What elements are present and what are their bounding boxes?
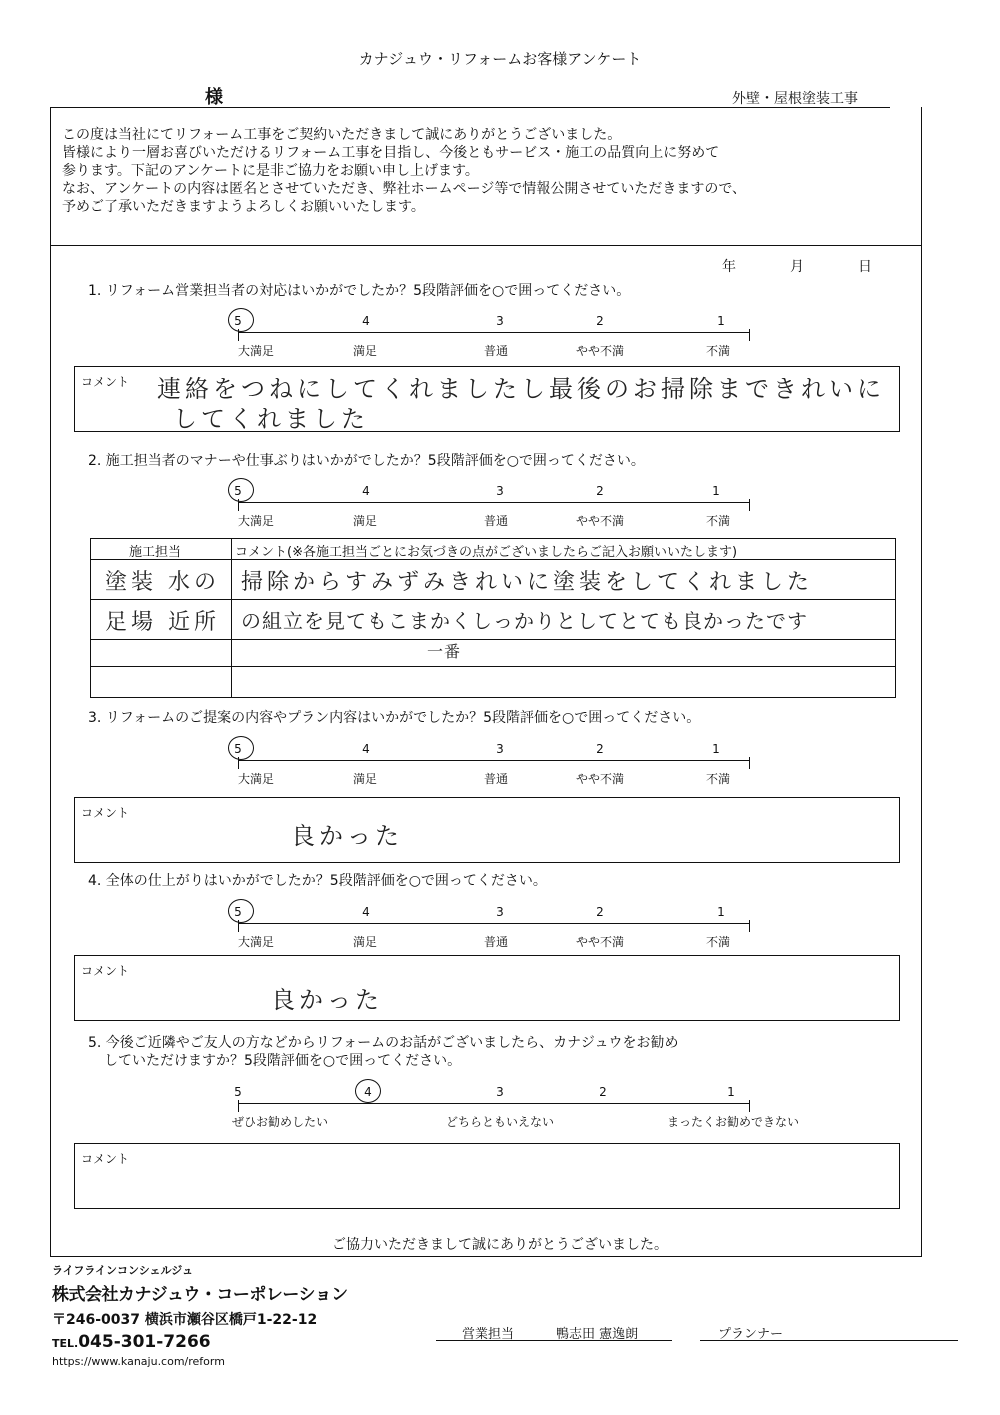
sales-signature-line [436, 1340, 672, 1341]
scale-label: 普通 [483, 772, 509, 786]
rating-scale-3 [234, 742, 750, 787]
scale-number: 3 [496, 905, 504, 919]
scale-label: 大満足 [237, 772, 275, 786]
selected-rating-circle [228, 478, 254, 502]
date-year: 年 [722, 259, 736, 275]
selected-rating-circle [228, 899, 254, 923]
scale-number: 3 [496, 1085, 504, 1099]
table-row-comment: の組立を見てもこまかくしっかりとしてとても良かったです [241, 609, 808, 633]
question-5: 5. 今後ご近隣やご友人の方などからリフォームのお話がございましたら、カナジュウをお勧め [88, 1035, 679, 1051]
company-tagline: ライフラインコンシェルジュ [52, 1264, 194, 1277]
tel-label: TEL. [52, 1337, 79, 1350]
rating-scale-1 [234, 314, 750, 359]
rating-scale-2 [234, 484, 750, 529]
scale-label: 不満 [705, 935, 731, 949]
handwritten-comment: 良かった [271, 986, 383, 1014]
question-5-cont: していただけますか？5段階評価を○で囲ってください。 [104, 1053, 462, 1069]
question-3: 3. リフォームのご提案の内容やプラン内容はいかがでしたか？5段階評価を○で囲ってください。 [88, 710, 701, 726]
table-row-staff: 足場 近所 [105, 610, 220, 635]
comment-box-1[interactable] [74, 366, 900, 432]
scale-label: 普通 [483, 514, 509, 528]
scale-number: 5 [234, 484, 242, 498]
scale-label: 普通 [483, 935, 509, 949]
scale-number: 2 [599, 1085, 607, 1099]
planner-signature-line [700, 1340, 958, 1341]
table-row-note: 一番 [427, 642, 462, 661]
tel-number[interactable]: 045-301-7266 [78, 1332, 211, 1352]
company-url[interactable]: https://www.kanaju.com/reform [52, 1355, 225, 1368]
customer-honorific: 様 [205, 87, 223, 108]
date-month: 月 [790, 259, 804, 275]
intro-line: この度は当社にてリフォーム工事をご契約いただきまして誠にありがとうございました。 [62, 127, 622, 143]
work-type: 外壁・屋根塗装工事 [732, 91, 858, 107]
sales-staff-label: 営業担当 [462, 1327, 515, 1342]
scale-label: 大満足 [237, 514, 275, 528]
table-row-comment: 掃除からすみずみきれいに塗装をしてくれました [241, 570, 814, 595]
scale-label: ぜひお勧めしたい [231, 1115, 329, 1129]
comment-label: コメント [81, 806, 130, 820]
scale-label: やや不満 [575, 772, 625, 786]
scale-number: 4 [362, 742, 370, 756]
company-phone [52, 1332, 348, 1352]
comment-label: コメント [81, 964, 130, 978]
scale-label: やや不満 [575, 344, 625, 358]
scale-number: 2 [596, 314, 604, 328]
scale-label: 満足 [352, 344, 378, 358]
scale-label: 普通 [483, 344, 509, 358]
scale-number: 1 [717, 314, 725, 328]
scale-number: 5 [234, 905, 242, 919]
comment-label: コメント [81, 1152, 130, 1166]
scale-number: 3 [496, 314, 504, 328]
scale-number: 2 [596, 905, 604, 919]
staff-comment-table [90, 538, 896, 698]
scale-label: 満足 [352, 772, 378, 786]
page-title: カナジュウ・リフォームお客様アンケート [358, 50, 642, 68]
scale-label: 大満足 [237, 344, 275, 358]
scale-number: 3 [496, 742, 504, 756]
scale-label: 満足 [352, 514, 378, 528]
scale-number: 1 [712, 742, 720, 756]
intro-line: 参ります。下記のアンケートに是非ご協力をお願い申し上げます。 [62, 163, 479, 179]
scale-number: 5 [234, 314, 242, 328]
date-day: 日 [858, 259, 872, 275]
scale-label: まったくお勧めできない [666, 1115, 800, 1129]
table-header-staff: 施工担当 [129, 545, 182, 560]
question-1: 1. リフォーム営業担当者の対応はいかがでしたか？5段階評価を○で囲ってください。 [88, 283, 631, 299]
closing-thanks: ご協力いただきまして誠にありがとうございました。 [332, 1237, 668, 1253]
scale-label: やや不満 [575, 514, 625, 528]
scale-number: 5 [234, 1085, 242, 1099]
scale-label: どちらともいえない [445, 1115, 555, 1129]
scale-label: 不満 [705, 772, 731, 786]
scale-number: 1 [717, 905, 725, 919]
scale-number: 4 [362, 484, 370, 498]
handwritten-comment: してくれました [173, 405, 369, 433]
rating-scale-4 [234, 905, 750, 950]
scale-number: 4 [364, 1085, 372, 1099]
intro-line: 皆様により一層お喜びいただけるリフォーム工事を目指し、今後ともサービス・施工の品質向上に努めて [62, 145, 720, 161]
table-row-staff: 塗装 水の [105, 570, 220, 595]
scale-number: 2 [596, 742, 604, 756]
scale-number: 4 [362, 905, 370, 919]
intro-line: なお、アンケートの内容は匿名とさせていただき、弊社ホームページ等で情報公開させていただきますので、 [62, 181, 747, 197]
handwritten-comment: 良かった [291, 822, 403, 850]
company-block [52, 1262, 348, 1368]
scale-label: やや不満 [575, 935, 625, 949]
scale-number: 1 [727, 1085, 735, 1099]
selected-rating-circle [228, 308, 254, 332]
comment-box-3[interactable] [74, 797, 900, 863]
scale-number: 1 [712, 484, 720, 498]
selected-rating-circle [355, 1079, 381, 1103]
scale-label: 満足 [352, 935, 378, 949]
company-name: 株式会社カナジュウ・コーポレーション [52, 1285, 348, 1305]
table-header-comment: コメント(※各施工担当ごとにお気づきの点がございましたらご記入お願いいたします) [235, 545, 738, 560]
comment-label: コメント [81, 375, 130, 389]
question-4: 4. 全体の仕上がりはいかがでしたか？5段階評価を○で囲ってください。 [88, 873, 547, 889]
scale-number: 5 [234, 742, 242, 756]
handwritten-comment: 連絡をつねにしてくれましたし最後のお掃除まできれいに [157, 375, 885, 403]
rating-scale-5 [231, 1085, 800, 1130]
intro-line: 予めご了承いただきますようよろしくお願いいたします。 [62, 199, 425, 215]
company-address: 〒246-0037 横浜市瀬谷区橋戸1-22-12 [52, 1312, 318, 1328]
intro-divider [50, 245, 922, 246]
scale-label: 不満 [705, 344, 731, 358]
comment-box-4[interactable] [74, 955, 900, 1021]
planner-label: プランナー [718, 1327, 784, 1342]
question-2: 2. 施工担当者のマナーや仕事ぶりはいかがでしたか？5段階評価を○で囲ってください。 [88, 453, 645, 469]
scale-number: 4 [362, 314, 370, 328]
selected-rating-circle [228, 736, 254, 760]
scale-label: 大満足 [237, 935, 275, 949]
sales-staff-name: 鴨志田 憲逸朗 [556, 1327, 639, 1342]
comment-box-5[interactable] [74, 1143, 900, 1209]
scale-label: 不満 [705, 514, 731, 528]
intro-text [62, 126, 746, 216]
scale-number: 3 [496, 484, 504, 498]
scale-number: 2 [596, 484, 604, 498]
